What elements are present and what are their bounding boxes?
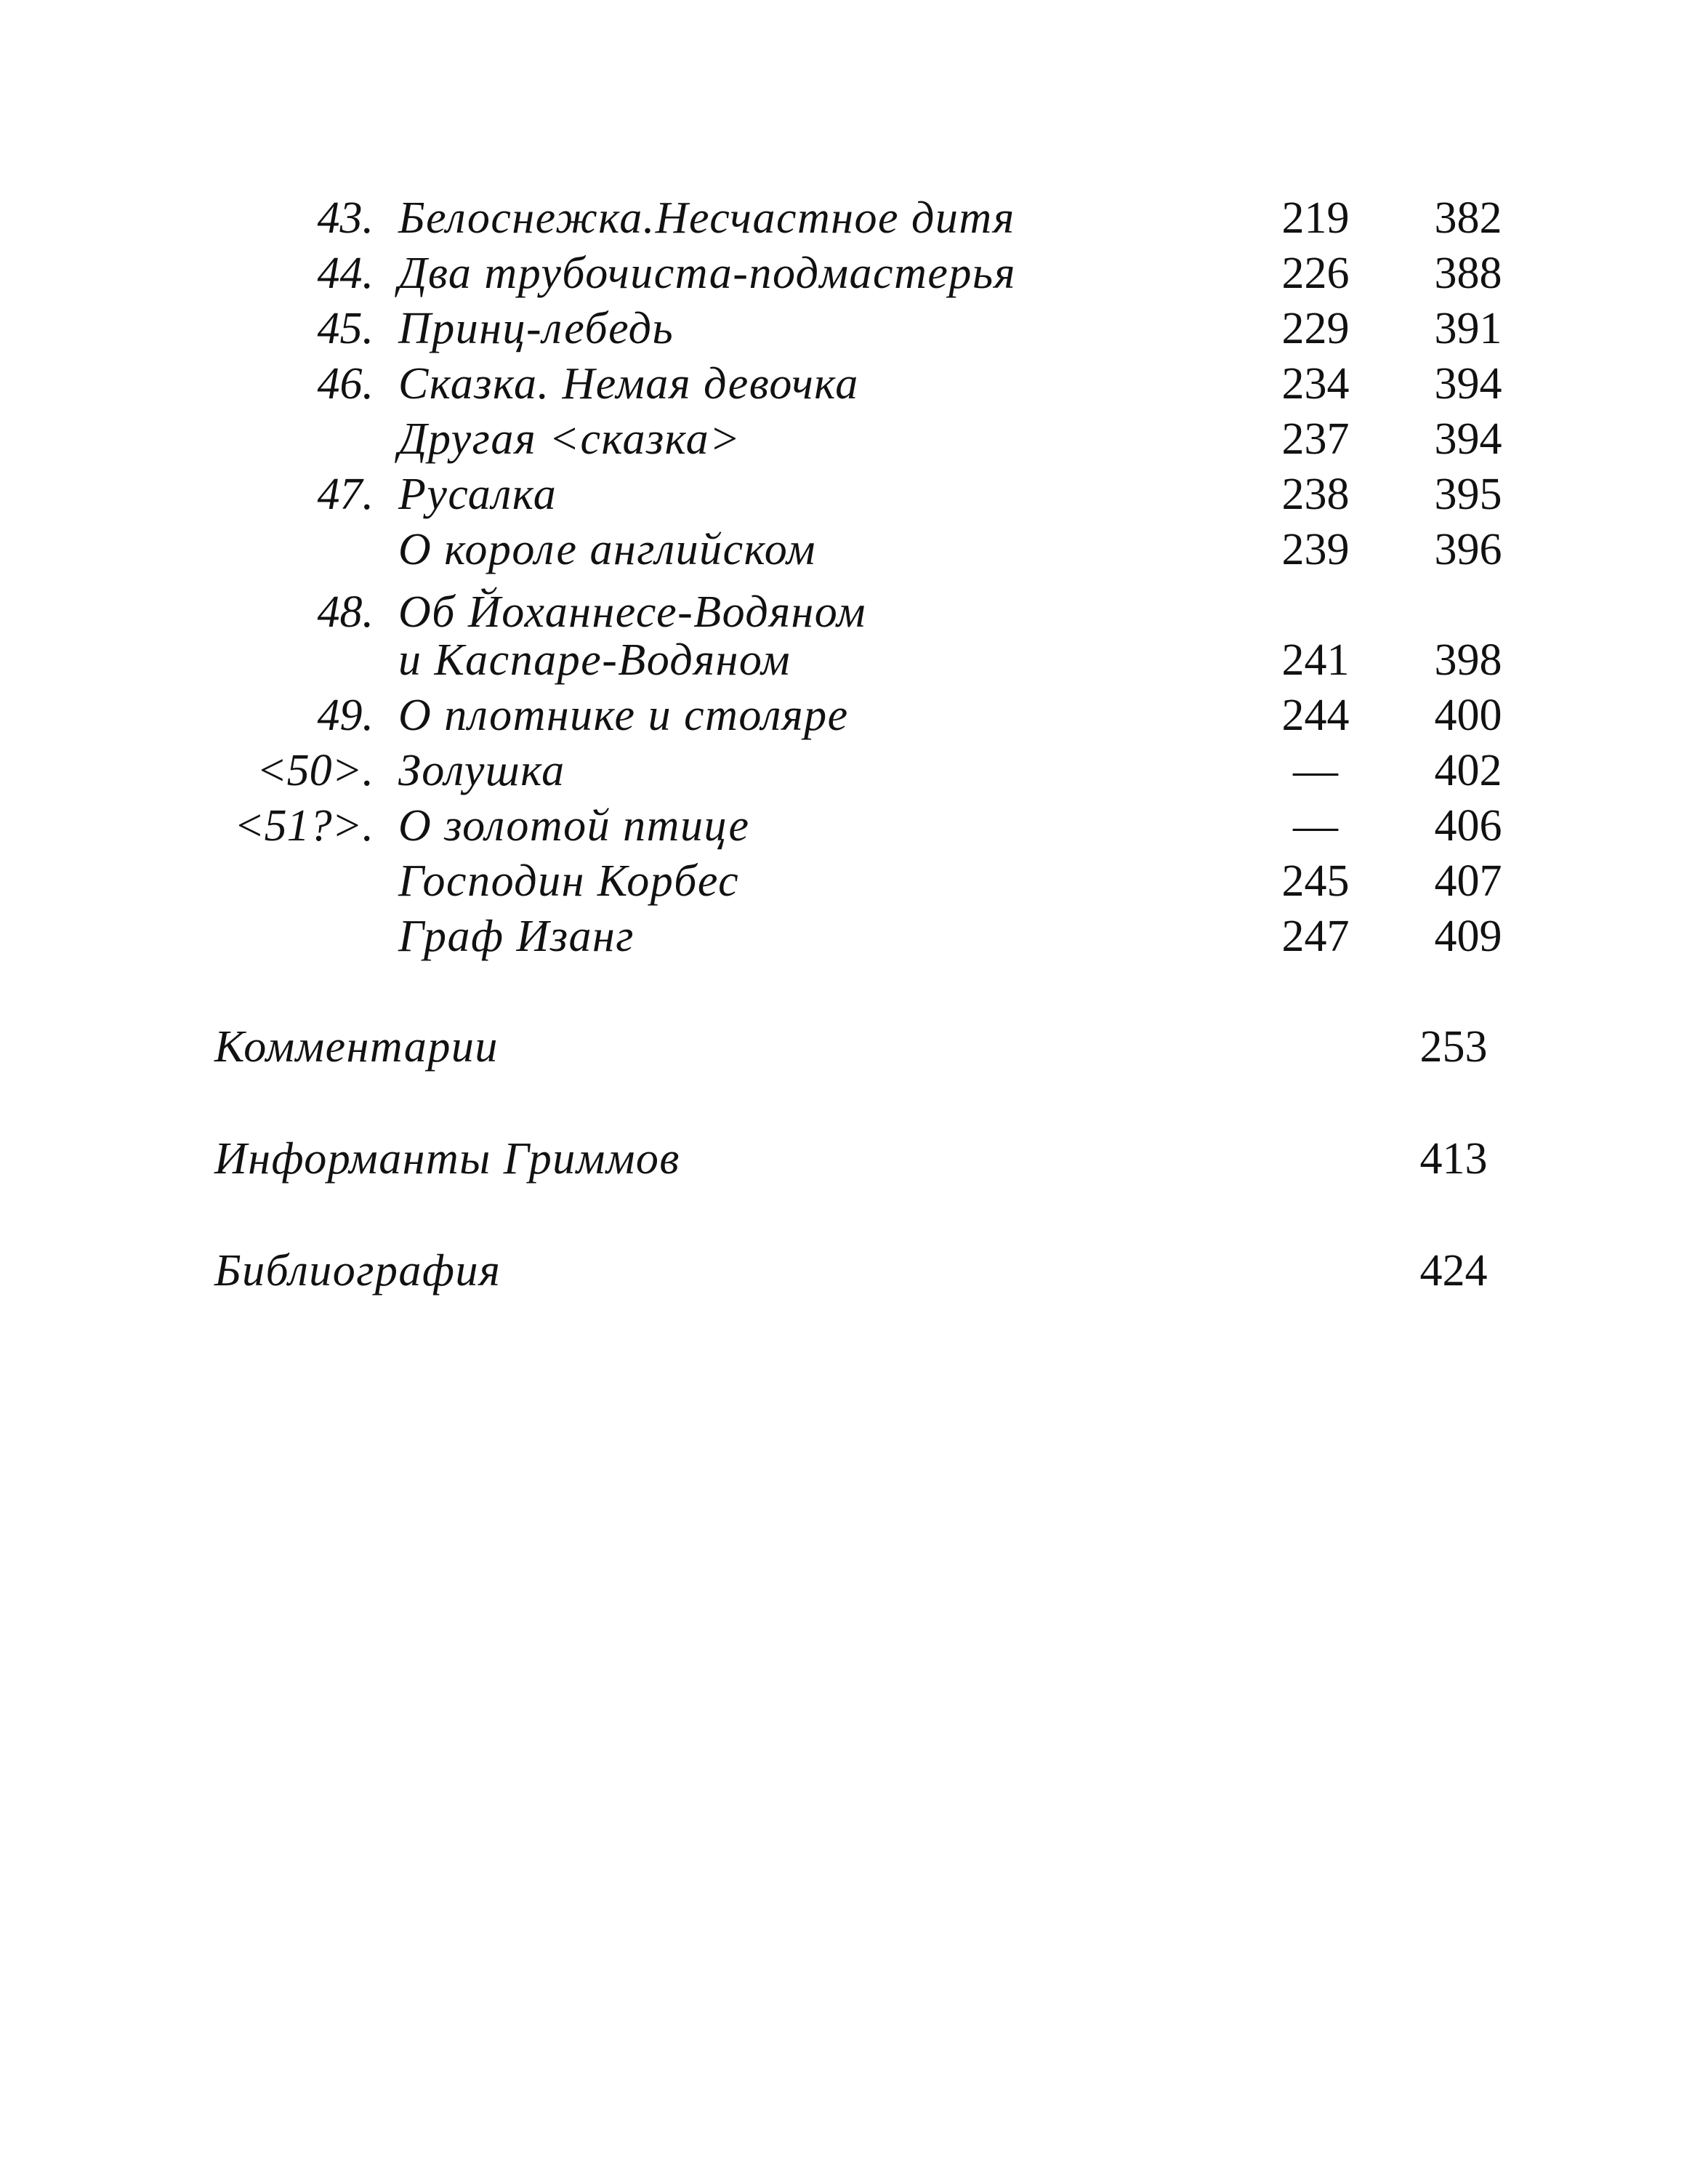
entry-page-comment: 394 bbox=[1434, 359, 1502, 409]
entry-title: Золушка bbox=[398, 746, 565, 795]
entry-number: 46. bbox=[317, 359, 374, 409]
entry-title: Об Йоханнесе-Водяном bbox=[398, 587, 866, 637]
toc-entry bbox=[0, 522, 1708, 577]
entry-page-comment: 394 bbox=[1434, 414, 1502, 464]
toc-section-bibliography bbox=[0, 1242, 1708, 1300]
entry-page-text: 219 bbox=[1281, 193, 1350, 243]
entry-number: 48. bbox=[317, 587, 374, 637]
entry-page-text: 239 bbox=[1281, 525, 1350, 574]
entry-page-comment: 400 bbox=[1434, 691, 1502, 740]
entry-number: <51?>. bbox=[233, 801, 374, 851]
toc-entry bbox=[0, 909, 1708, 964]
entry-page-text: — bbox=[1293, 746, 1338, 795]
entry-page-text: — bbox=[1293, 801, 1338, 851]
toc-entry bbox=[0, 246, 1708, 301]
entry-title: Другая <сказка> bbox=[398, 414, 741, 464]
entry-page-comment: 388 bbox=[1434, 249, 1502, 298]
section-title: Информанты Гриммов bbox=[214, 1134, 680, 1184]
section-page: 253 bbox=[1419, 1022, 1488, 1072]
entry-title: Господин Корбес bbox=[398, 856, 740, 906]
toc-entry bbox=[0, 853, 1708, 909]
entry-page-text: 245 bbox=[1281, 856, 1350, 906]
entry-number: 43. bbox=[317, 193, 374, 243]
entry-title: О плотнике и столяре bbox=[398, 691, 849, 740]
entry-number: 44. bbox=[317, 249, 374, 298]
entry-page-comment: 402 bbox=[1434, 746, 1502, 795]
entry-page-text: 229 bbox=[1281, 304, 1350, 353]
entry-title: Белоснежка.Несчастное дитя bbox=[398, 193, 1015, 243]
entry-title: О золотой птице bbox=[398, 801, 750, 851]
toc-entry bbox=[0, 632, 1708, 688]
entry-page-comment: 398 bbox=[1434, 635, 1502, 685]
section-page: 413 bbox=[1419, 1134, 1488, 1184]
entry-page-text: 226 bbox=[1281, 249, 1350, 298]
entry-page-text: 234 bbox=[1281, 359, 1350, 409]
toc-entry bbox=[0, 411, 1708, 467]
toc-section-informants bbox=[0, 1130, 1708, 1188]
entry-page-comment: 409 bbox=[1434, 912, 1502, 961]
toc-entry bbox=[0, 301, 1708, 356]
entry-page-comment: 395 bbox=[1434, 470, 1502, 519]
entry-page-comment: 382 bbox=[1434, 193, 1502, 243]
entry-page-comment: 391 bbox=[1434, 304, 1502, 353]
toc-entry bbox=[0, 467, 1708, 522]
toc-entry bbox=[0, 356, 1708, 411]
entry-title: и Каспаре-Водяном bbox=[398, 635, 791, 685]
entry-page-text: 238 bbox=[1281, 470, 1350, 519]
entry-page-comment: 407 bbox=[1434, 856, 1502, 906]
entry-page-text: 244 bbox=[1281, 691, 1350, 740]
entry-title: Принц-лебедь bbox=[398, 304, 674, 353]
entry-title: Два трубочиста-подмастерья bbox=[398, 249, 1016, 298]
entry-page-comment: 396 bbox=[1434, 525, 1502, 574]
entry-title: О короле английском bbox=[398, 525, 816, 574]
toc-entry bbox=[0, 585, 1708, 640]
toc-section-comments bbox=[0, 1018, 1708, 1076]
toc-entry bbox=[0, 190, 1708, 246]
entry-number: 49. bbox=[317, 691, 374, 740]
entry-title: Граф Изанг bbox=[398, 912, 635, 961]
section-page: 424 bbox=[1419, 1246, 1488, 1296]
entry-title: Русалка bbox=[398, 470, 557, 519]
toc-entry bbox=[0, 688, 1708, 743]
entry-number: <50>. bbox=[256, 746, 374, 795]
section-title: Библиография bbox=[214, 1246, 501, 1296]
toc-entry bbox=[0, 743, 1708, 798]
entry-page-text: 247 bbox=[1281, 912, 1350, 961]
entry-number: 45. bbox=[317, 304, 374, 353]
entry-page-text: 241 bbox=[1281, 635, 1350, 685]
entry-page-comment: 406 bbox=[1434, 801, 1502, 851]
entry-page-text: 237 bbox=[1281, 414, 1350, 464]
toc-entry bbox=[0, 798, 1708, 853]
section-title: Комментарии bbox=[214, 1022, 499, 1072]
entry-number: 47. bbox=[317, 470, 374, 519]
entry-title: Сказка. Немая девочка bbox=[398, 359, 859, 409]
